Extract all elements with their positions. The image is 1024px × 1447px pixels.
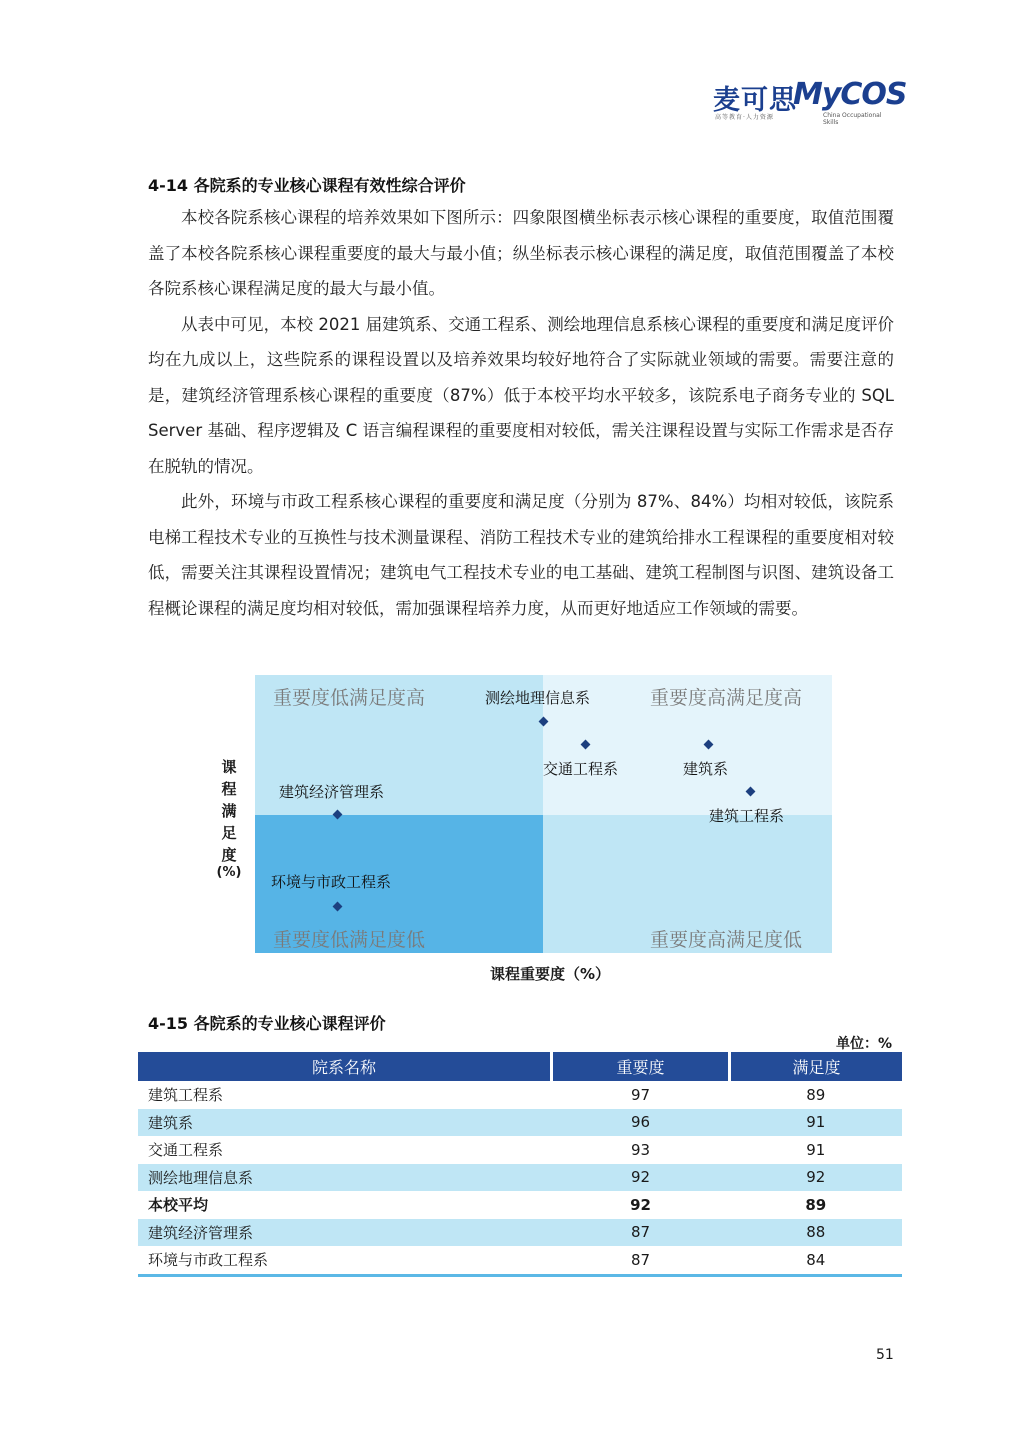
satisfaction-cell: 84	[730, 1246, 903, 1275]
table-row	[138, 1109, 902, 1137]
x-axis-label: 课程重要度（%）	[490, 965, 611, 983]
department-cell: 环境与市政工程系	[138, 1246, 552, 1275]
data-point-label: 建筑系	[683, 760, 729, 778]
y-axis-label-char: 课	[221, 758, 237, 776]
header-satisfaction: 满足度	[730, 1052, 903, 1081]
department-cell: 建筑经济管理系	[138, 1219, 552, 1247]
paragraph-3: 此外，环境与市政工程系核心课程的重要度和满足度（分别为 87%、84%）均相对较低，该院系电梯工程技术专业的互换性与技术测量课程、消防工程技术专业的建筑给排水工程课程的重要度相对较低，需要关注其课程设置情况；建筑电气工程技术专业的电工基础、建筑工程制图与识图、建筑设备工程概论课程的满足度均相对较低，需加强课程培养力度，从而更好地适应工作领域的需要。	[148, 492, 894, 618]
y-axis-label	[214, 756, 244, 880]
logo-chinese: 麦可思	[713, 85, 797, 116]
page-number: 51	[876, 1347, 894, 1363]
table-row	[138, 1246, 902, 1275]
header-department: 院系名称	[138, 1052, 552, 1081]
satisfaction-cell: 91	[806, 1140, 826, 1159]
logo-english: MyCOS	[793, 77, 907, 112]
importance-cell: 87	[552, 1219, 730, 1247]
y-axis-label-unit: (%)	[216, 865, 242, 880]
section-title-4-15: 4-15 各院系的专业核心课程评价	[148, 1014, 386, 1033]
importance-cell: 92	[552, 1164, 730, 1192]
paragraph-1: 本校各院系核心课程的培养效果如下图所示：四象限图横坐标表示核心课程的重要度，取值范围覆盖了本校各院系核心课程重要度的最大与最小值；纵坐标表示核心课程的满足度，取值范围覆盖了本校各院系核心课程满足度的最大与最小值。	[148, 208, 894, 298]
table-body	[138, 1081, 902, 1275]
satisfaction-cell: 88	[730, 1219, 903, 1247]
department-cell: 交通工程系	[148, 1141, 224, 1160]
y-axis-label-char: 足	[221, 824, 237, 842]
data-point-label: 交通工程系	[543, 760, 619, 778]
satisfaction-cell: 89	[806, 1085, 826, 1104]
logo-tagline-cn: 高等教育·人力资源	[715, 114, 774, 121]
importance-cell: 87	[552, 1246, 730, 1275]
data-point-label: 测绘地理信息系	[485, 689, 591, 707]
importance-cell: 92	[630, 1195, 651, 1214]
table-row	[138, 1164, 902, 1192]
logo-tagline-en: China Occupational Skills	[823, 112, 882, 126]
data-point-label: 建筑经济管理系	[279, 783, 385, 801]
mycos-logo	[713, 77, 907, 126]
department-cell: 测绘地理信息系	[138, 1164, 552, 1192]
department-cell: 建筑系	[138, 1109, 552, 1137]
y-axis-label-char: 度	[221, 846, 237, 864]
importance-cell: 93	[630, 1140, 651, 1159]
y-axis-label-char: 满	[221, 802, 237, 820]
course-evaluation-table	[138, 1052, 902, 1277]
quadrant-label-bottom-left: 重要度低满足度低	[273, 929, 426, 951]
department-cell: 本校平均	[148, 1196, 209, 1215]
table-unit: 单位：%	[836, 1036, 893, 1052]
data-point-label: 环境与市政工程系	[271, 873, 392, 891]
satisfaction-cell: 92	[730, 1164, 903, 1192]
table-row	[138, 1191, 902, 1219]
quadrant-chart	[255, 675, 832, 953]
quadrant-label-top-left: 重要度低满足度高	[273, 687, 426, 709]
paragraph-2: 从表中可见，本校 2021 届建筑系、交通工程系、测绘地理信息系核心课程的重要度和满足度评价均在九成以上，这些院系的课程设置以及培养效果均较好地符合了实际就业领域的需要。需要注意的是，建筑经济管理系核心课程的重要度（87%）低于本校平均水平较多，该院系电子商务专业的 SQL Server 基础、程序逻辑及 C 语言编程课程的重要度相对较低，需关注课程设置与实际工作需求是否存在脱轨的情况。	[148, 314, 894, 476]
department-cell: 建筑工程系	[148, 1086, 224, 1105]
quadrant-label-top-right: 重要度高满足度高	[650, 687, 803, 709]
importance-cell: 96	[552, 1109, 730, 1137]
satisfaction-cell: 89	[805, 1195, 827, 1214]
body-text	[148, 200, 894, 626]
table-header-row	[138, 1052, 902, 1081]
table-row	[138, 1081, 902, 1109]
section-title-4-14: 4-14 各院系的专业核心课程有效性综合评价	[148, 176, 466, 195]
data-point-label: 建筑工程系	[709, 807, 785, 825]
table-row	[138, 1136, 902, 1164]
header-importance: 重要度	[552, 1052, 730, 1081]
table-row	[138, 1219, 902, 1247]
y-axis-label-char: 程	[221, 780, 237, 798]
quadrant-label-bottom-right: 重要度高满足度低	[650, 929, 803, 951]
importance-cell: 97	[630, 1085, 651, 1104]
satisfaction-cell: 91	[730, 1109, 903, 1137]
